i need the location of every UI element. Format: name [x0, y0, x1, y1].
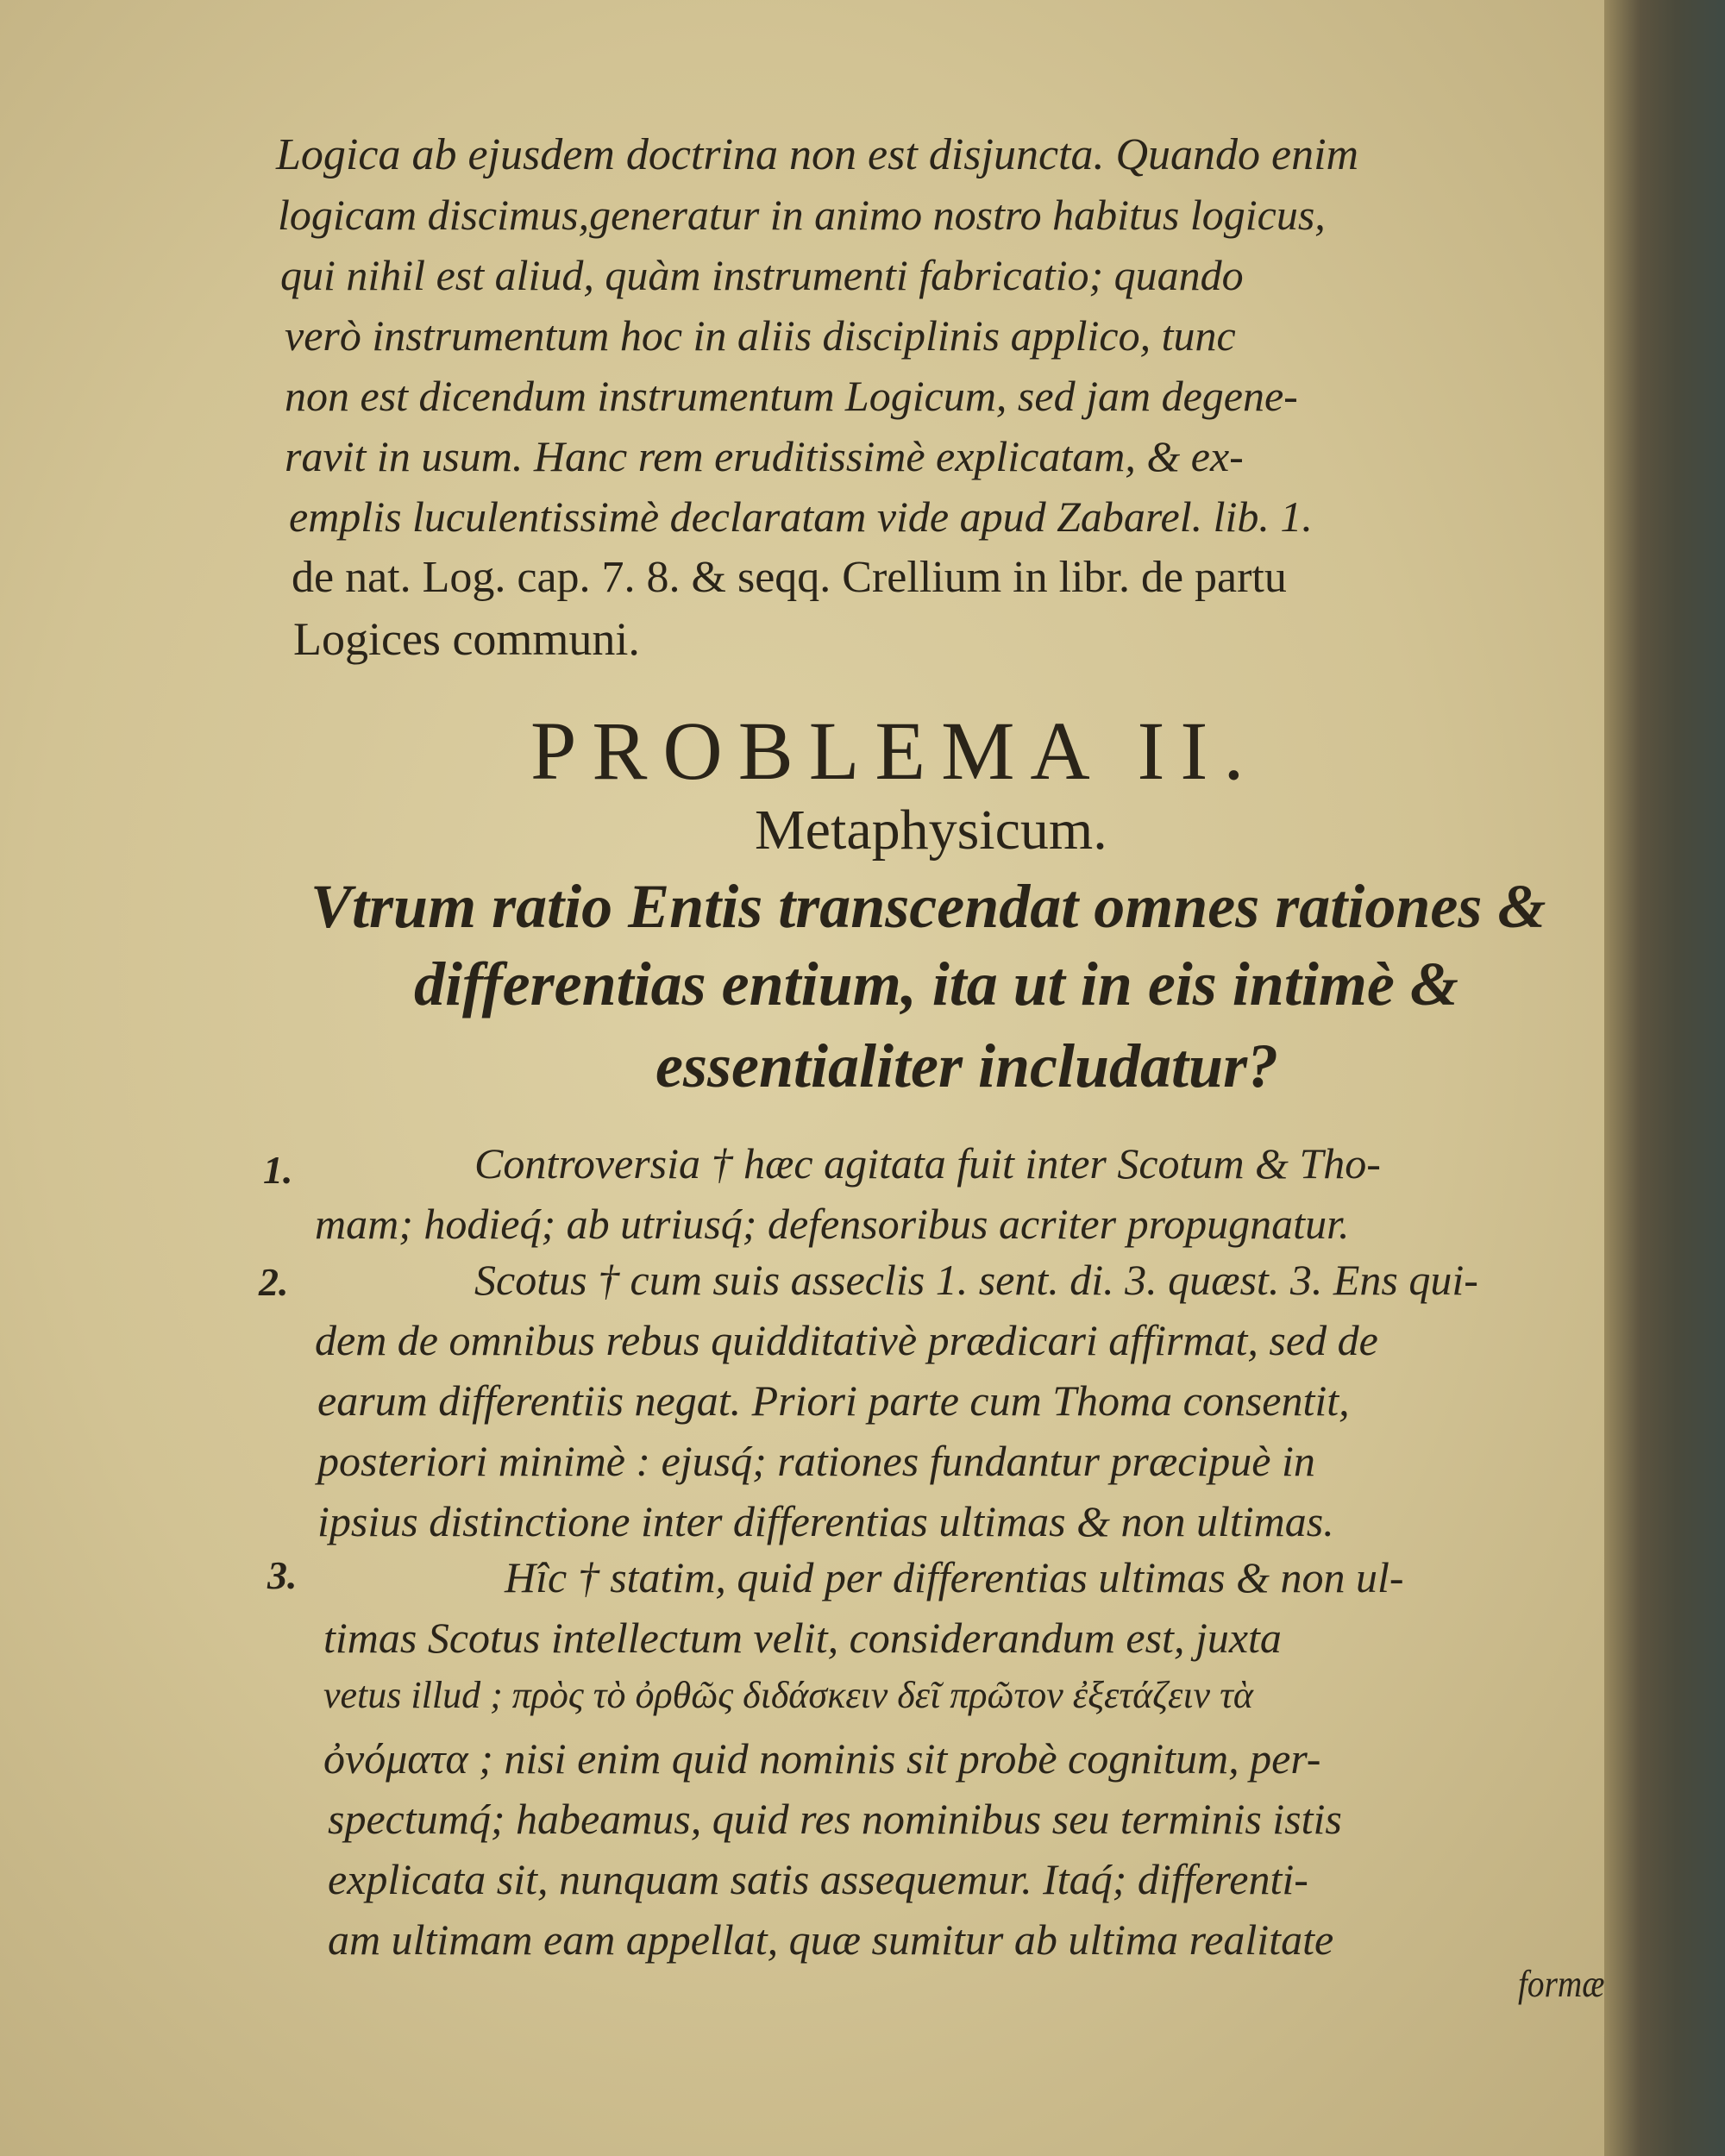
intro-line-9: Logices communi.	[293, 613, 640, 665]
body-line-8: Hîc † statim, quid per differentias ultimas & non ul-	[505, 1553, 1404, 1601]
body-line-11: ὀνόματα ; nisi enim quid nominis sit probè cognitum, per-	[323, 1734, 1321, 1783]
body-line-10: vetus illud ; πρὸς τὸ ὀρθῶς διδάσκειν δεῖ πρῶτον ἐξετάζειν τὰ	[323, 1674, 1253, 1716]
body-line-7: ipsius distinctione inter differentias ultimas & non ultimas.	[317, 1497, 1334, 1545]
catchword: formæ	[1518, 1963, 1605, 2005]
body-line-12: spectumq́; habeamus, quid res nominibus seu terminis istis	[328, 1795, 1342, 1843]
body-line-1: Controversia † hæc agitata fuit inter Scotum & Tho-	[474, 1139, 1381, 1188]
body-line-4: dem de omnibus rebus quidditativè prædicari affirmat, sed de	[315, 1316, 1378, 1364]
paragraph-number-2: 2.	[259, 1260, 289, 1304]
body-line-13: explicata sit, nunquam satis assequemur. Itaq́; differenti-	[328, 1855, 1308, 1903]
body-line-3: Scotus † cum suis asseclis 1. sent. di. 3. quæst. 3. Ens qui-	[474, 1256, 1478, 1304]
intro-line-5: non est dicendum instrumentum Logicum, sed jam degene-	[285, 372, 1298, 420]
body-line-9: timas Scotus intellectum velit, considerandum est, juxta	[323, 1614, 1282, 1662]
intro-line-4: verò instrumentum hoc in aliis disciplinis applico, tunc	[285, 311, 1236, 360]
intro-line-2: logicam discimus,generatur in animo nostro habitus logicus,	[278, 191, 1326, 239]
body-line-2: mam; hodieq́; ab utriusq́; defensoribus acriter propugnatur.	[315, 1200, 1350, 1248]
problem-heading: PROBLEMA II.	[530, 705, 1260, 797]
intro-line-1: Logica ab ejusdem doctrina non est disjuncta. Quando enim	[276, 130, 1359, 179]
intro-line-6: ravit in usum. Hanc rem eruditissimè explicatam, & ex-	[285, 432, 1244, 480]
body-line-14: am ultimam eam appellat, quæ sumitur ab ultima realitate	[328, 1915, 1334, 1964]
body-line-6: posteriori minimè : ejusq́; rationes fundantur præcipuè in	[317, 1437, 1315, 1485]
intro-line-8: de nat. Log. cap. 7. 8. & seqq. Crellium in libr. de partu	[292, 553, 1287, 602]
question-line-2: differentias entium, ita ut in eis intimè &	[414, 950, 1458, 1018]
body-line-5: earum differentiis negat. Priori parte cum Thoma consentit,	[317, 1376, 1350, 1425]
paragraph-number-1: 1.	[263, 1148, 293, 1192]
intro-line-7: emplis luculentissimè declaratam vide apud Zabarel. lib. 1.	[289, 492, 1313, 541]
book-gutter	[1604, 0, 1725, 2156]
paragraph-number-3: 3.	[267, 1553, 298, 1597]
question-line-3: essentialiter includatur?	[656, 1031, 1279, 1100]
intro-line-3: qui nihil est aliud, quàm instrumenti fabricatio; quando	[280, 251, 1244, 299]
question-line-1: Vtrum ratio Entis transcendat omnes rationes &	[310, 872, 1546, 941]
problem-subheading: Metaphysicum.	[755, 799, 1107, 862]
